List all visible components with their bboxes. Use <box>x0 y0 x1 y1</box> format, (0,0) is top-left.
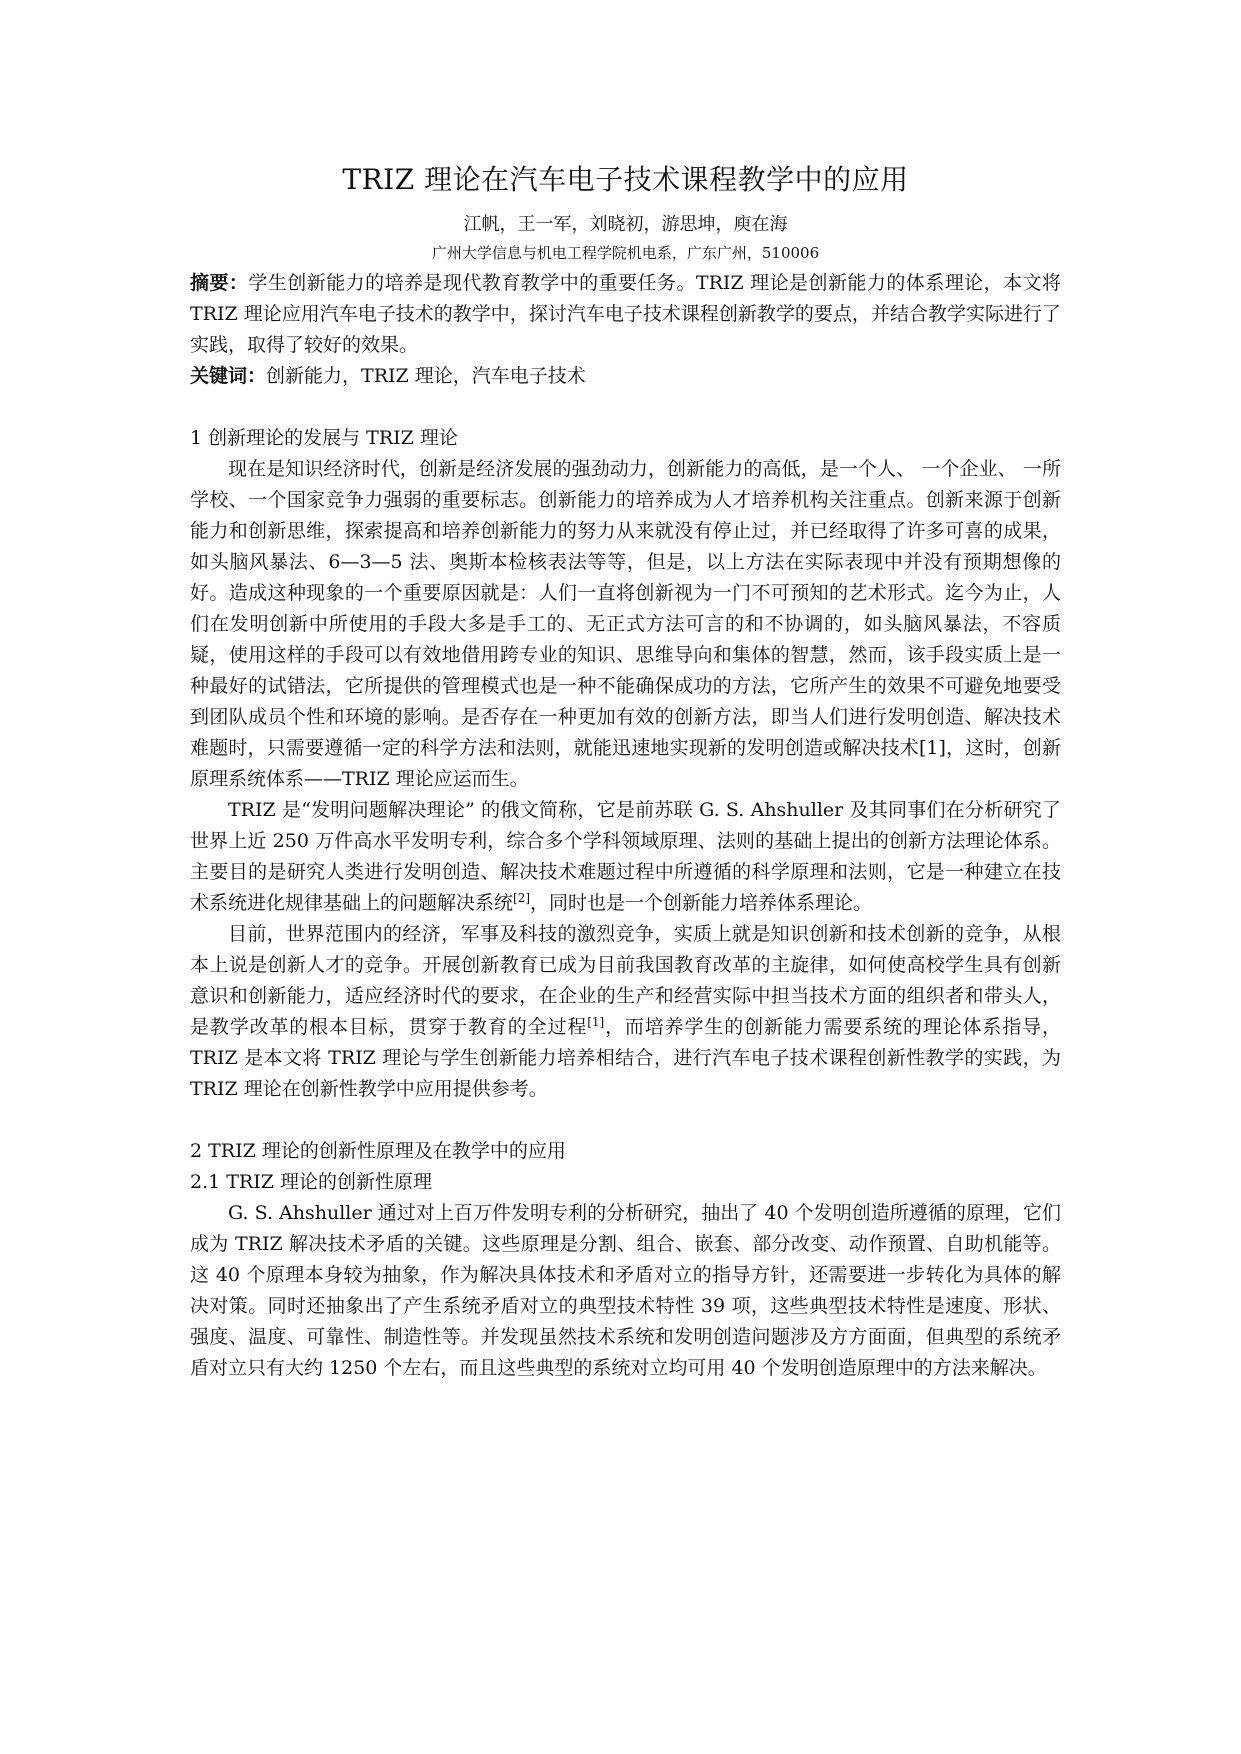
abstract-text: 学生创新能力的培养是现代教育教学中的重要任务。TRIZ 理论是创新能力的体系理论，本文将 TRIZ 理论应用汽车电子技术的教学中，探讨汽车电子技术课程创新教学的要点，并结合教学实际进行了实践，取得了较好的效果。 <box>190 272 1061 356</box>
section-2-1-paragraph-1: G. S. Ahshuller 通过对上百万件发明专利的分析研究，抽出了 40 个发明创造所遵循的原理，它们成为 TRIZ 解决技术矛盾的关键。这些原理是分割、组合、嵌套、部分改变、动作预置、自助机能等。这 40 个原理本身较为抽象，作为解决具体技术和矛盾对立的指导方针，还需要进一步转化为具体的解决对策。同时还抽象出了产生系统矛盾对立的典型技术特性 39 项，这些典型技术特性是速度、形状、强度、温度、可靠性、制造性等。并发现虽然技术系统和发明创造问题涉及方方面面，但典型的系统矛盾对立只有大约 1250 个左右，而且这些典型的系统对立均可用 40 个发明创造原理中的方法来解决。 <box>190 1202 1061 1379</box>
spacer <box>190 392 1061 423</box>
paragraph-text: TRIZ 是“发明问题解决理论” 的俄文简称，它是前苏联 G. S. Ahshuller 及其同事们在分析研究了世界上近 250 万件高水平发明专利，综合多个学科领域原理、法则的基础上提出的创新方法理论体系。主要目的是研究人类进行发明创造、解决技术难题过程中所遵循的科学原理和法则，它是一种建立在技术系统进化规律基础上的问题解决系统 <box>190 799 1061 914</box>
paragraph-text: ，而培养学生的创新能力需要系统的理论体系指导，TRIZ 是本文将 TRIZ 理论与学生创新能力培养相结合，进行汽车电子技术课程创新性教学的实践，为 TRIZ 理论在创新性教学中应用提供参考。 <box>190 1016 1061 1100</box>
section-1-heading: 1 创新理论的发展与 TRIZ 理论 <box>190 427 458 449</box>
citation: [2] <box>513 891 531 905</box>
author-list: 江帆，王一军，刘晓初，游思坤，庾在海 <box>463 214 788 235</box>
affiliation: 广州大学信息与机电工程学院机电系，广东广州，510006 <box>431 244 820 262</box>
section-1-paragraph-2 <box>190 795 1061 919</box>
section-1-paragraph-3 <box>190 919 1061 1105</box>
keywords <box>190 361 1061 392</box>
abstract <box>190 268 1061 361</box>
spacer <box>190 1105 1061 1136</box>
section-2-1-heading: 2.1 TRIZ 理论的创新性原理 <box>190 1171 432 1193</box>
abstract-label: 摘要： <box>190 272 249 294</box>
keywords-label: 关键词： <box>190 365 267 387</box>
keywords-text: 创新能力，TRIZ 理论，汽车电子技术 <box>266 365 586 387</box>
citation: [1] <box>587 1015 605 1029</box>
paragraph-text: ，同时也是一个创新能力培养体系理论。 <box>530 892 873 914</box>
section-1-paragraph-1: 现在是知识经济时代，创新是经济发展的强劲动力，创新能力的高低，是一个人、 一个企业、 一所学校、一个国家竞争力强弱的重要标志。创新能力的培养成为人才培养机构关注重点。创新来源于创新能力和创新思维，探索提高和培养创新能力的努力从来就没有停止过，并已经取得了许多可喜的成果，如头脑风暴法、6—3—5 法、奥斯本检核表法等等，但是，以上方法在实际表现中并没有预期想像的好。造成这种现象的一个重要原因就是：人们一直将创新视为一门不可预知的艺术形式。迄今为止，人们在发明创新中所使用的手段大多是手工的、无正式方法可言的和不协调的，如头脑风暴法，不容质疑，使用这样的手段可以有效地借用跨专业的知识、思维导向和集体的智慧，然而，该手段实质上是一种最好的试错法，它所提供的管理模式也是一种不能确保成功的方法，它所产生的效果不可避免地要受到团队成员个性和环境的影响。是否存在一种更加有效的创新方法，即当人们进行发明创造、解决技术难题时，只需要遵循一定的科学方法和法则，就能迅速地实现新的发明创造或解决技术[1]，这时，创新原理系统体系——TRIZ 理论应运而生。 <box>190 458 1061 790</box>
paragraph-text: 目前，世界范围内的经济，军事及科技的激烈竞争，实质上就是知识创新和技术创新的竞争，从根本上说是创新人才的竞争。开展创新教育已成为目前我国教育改革的主旋律，如何使高校学生具有创新意识和创新能力，适应经济时代的要求，在企业的生产和经营实际中担当技术方面的组织者和带头人，是教学改革的根本目标，贯穿于教育的全过程 <box>190 923 1061 1038</box>
paper-title: TRIZ 理论在汽车电子技术课程教学中的应用 <box>342 163 909 196</box>
section-2-heading: 2 TRIZ 理论的创新性原理及在教学中的应用 <box>190 1140 566 1162</box>
